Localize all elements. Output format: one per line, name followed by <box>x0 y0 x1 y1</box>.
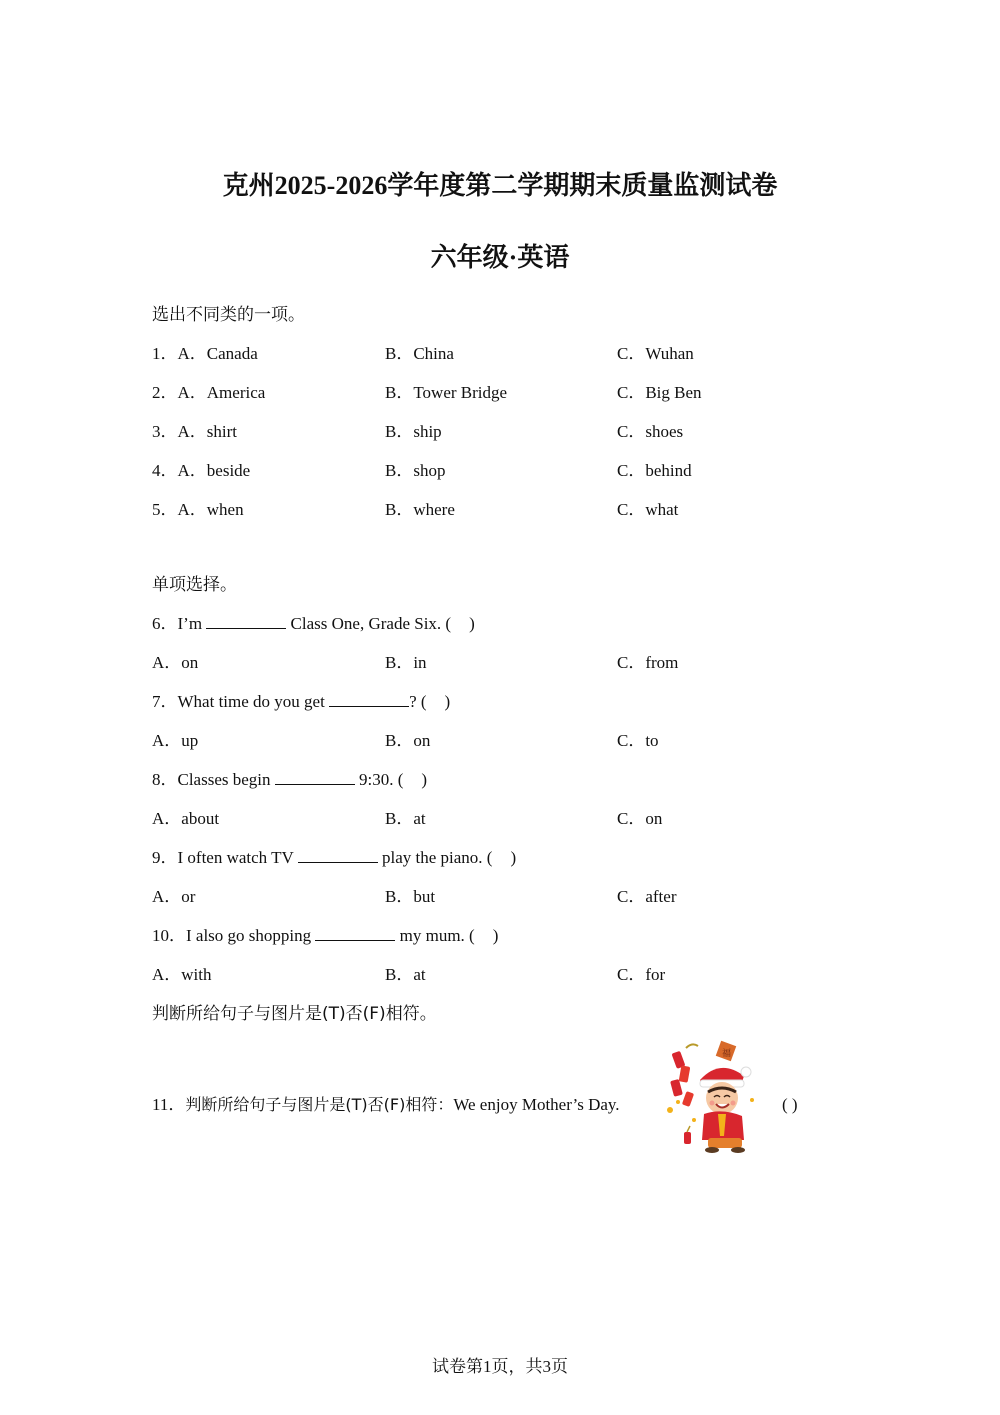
option-a: A．or <box>152 887 196 906</box>
paren-close: ) <box>492 926 499 945</box>
question-stem <box>152 848 516 868</box>
section1-heading: 选出不同类的一项。 <box>152 305 305 325</box>
question-number: 10． <box>152 926 186 945</box>
stem-after-blank: my mum. ( <box>399 926 475 945</box>
question-option-c: C．Wuhan <box>617 344 694 363</box>
question-option-b: B．ship <box>385 422 442 441</box>
option-c: C．to <box>617 731 659 750</box>
stem-before-blank: I often watch TV <box>177 848 294 867</box>
question-option-b: B．shop <box>385 461 446 480</box>
option-b: B．on <box>385 731 431 750</box>
svg-text:福: 福 <box>722 1049 732 1059</box>
stem-before-blank: Classes begin <box>177 770 271 789</box>
question-prompt: 判断所给句子与图片是(T)否(F)相符： <box>185 1095 454 1114</box>
stem-before-blank: What time do you get <box>177 692 325 711</box>
question-sentence: We enjoy Mother’s Day. <box>453 1095 620 1114</box>
option-a-text: Canada <box>206 344 258 363</box>
question-number: 8． <box>152 770 178 789</box>
stem-after-blank: 9:30. ( <box>359 770 404 789</box>
question-number: 9． <box>152 848 178 867</box>
new-year-boy-icon <box>664 1040 764 1155</box>
question-option-c: C．what <box>617 500 679 519</box>
question-number: 4．A． <box>152 461 207 480</box>
answer-blank[interactable] <box>315 926 395 941</box>
option-a: A．up <box>152 731 199 750</box>
option-b: B．in <box>385 653 427 672</box>
option-b: B．but <box>385 887 436 906</box>
paren-close: ) <box>510 848 517 867</box>
sign-icon <box>716 1041 737 1062</box>
option-b: B．at <box>385 965 426 984</box>
option-c: C．from <box>617 653 679 672</box>
question-stem <box>152 770 427 790</box>
answer-blank[interactable] <box>206 614 286 629</box>
firecracker-icon <box>667 1044 698 1113</box>
answer-bracket[interactable]: ( ) <box>782 1095 798 1114</box>
question-11 <box>152 1095 620 1115</box>
option-a: A．with <box>152 965 212 984</box>
option-a: A．about <box>152 809 220 828</box>
stem-after-blank: ? ( <box>409 692 427 711</box>
question-stem <box>152 926 498 946</box>
question-option-a <box>152 383 265 403</box>
option-c: C．for <box>617 965 666 984</box>
page-footer: 试卷第1页，共3页 <box>432 1357 568 1376</box>
question-option-b: B．where <box>385 500 455 519</box>
option-c: C．after <box>617 887 677 906</box>
answer-blank[interactable] <box>275 770 355 785</box>
question-stem <box>152 614 475 634</box>
paren-close: ) <box>421 770 428 789</box>
stem-before-blank: I’m <box>177 614 203 633</box>
exam-subtitle: 六年级·英语 <box>430 243 570 272</box>
option-a-text: when <box>206 500 244 519</box>
question-option-c: C．behind <box>617 461 692 480</box>
question-number: 3．A． <box>152 422 207 441</box>
exam-title: 克州2025-2026学年度第二学期期末质量监测试卷 <box>222 171 778 200</box>
stem-after-blank: play the piano. ( <box>381 848 493 867</box>
answer-blank[interactable] <box>329 692 409 707</box>
question-option-a <box>152 344 258 364</box>
option-b: B．at <box>385 809 426 828</box>
question-number: 1．A． <box>152 344 207 363</box>
question-option-b: B．China <box>385 344 454 363</box>
question-option-c: C．shoes <box>617 422 684 441</box>
question-option-a <box>152 422 237 442</box>
option-a-text: beside <box>206 461 251 480</box>
question-number: 6． <box>152 614 178 633</box>
paren-close: ) <box>469 614 475 633</box>
paren-close: ) <box>444 692 451 711</box>
stem-after-blank: Class One, Grade Six. ( <box>290 614 452 633</box>
question-number: 5．A． <box>152 500 207 519</box>
question-option-a <box>152 500 244 520</box>
option-a-text: America <box>206 383 266 402</box>
question-number: 7． <box>152 692 178 711</box>
answer-blank[interactable] <box>298 848 378 863</box>
question-option-c: C．Big Ben <box>617 383 702 402</box>
section3-heading: 判断所给句子与图片是(T)否(F)相符。 <box>152 1004 437 1024</box>
option-a-text: shirt <box>206 422 238 441</box>
section2-heading: 单项选择。 <box>152 575 237 595</box>
option-a: A．on <box>152 653 199 672</box>
question-number: 2．A． <box>152 383 207 402</box>
question-option-b: B．Tower Bridge <box>385 383 508 402</box>
question-number: 11． <box>152 1095 186 1114</box>
question-option-a <box>152 461 250 481</box>
option-c: C．on <box>617 809 663 828</box>
question-stem <box>152 692 450 712</box>
stem-before-blank: I also go shopping <box>186 926 312 945</box>
